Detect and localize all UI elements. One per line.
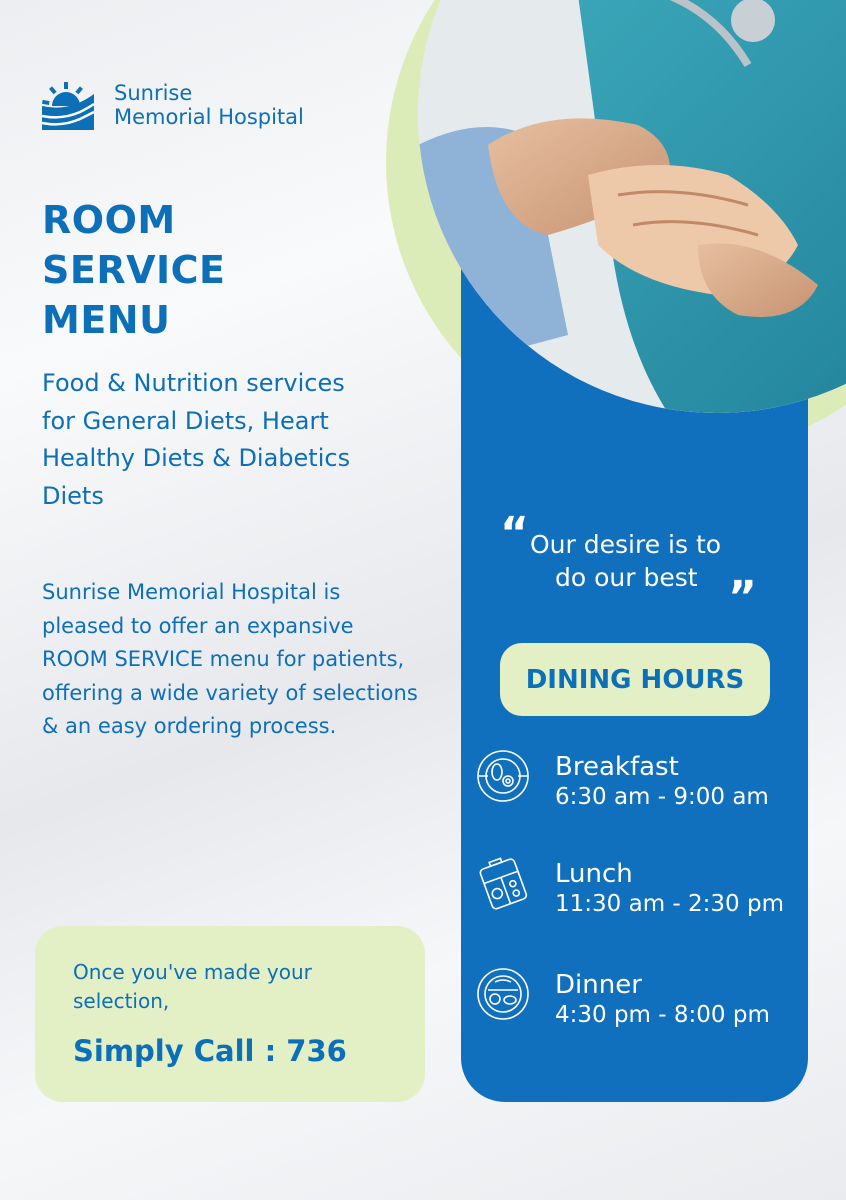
quote-line1: Our desire is to: [530, 530, 722, 559]
subtitle: Food & Nutrition services for General Diets, Heart Healthy Diets & Diabetics Diets: [42, 369, 351, 510]
quote-open-mark: “: [500, 508, 529, 559]
call-pre-text: Once you've made your selection,: [73, 960, 312, 1013]
call-phone-text: Simply Call : 736: [73, 1034, 347, 1068]
holding-hands-illustration: [418, 0, 846, 413]
page-title: [42, 195, 225, 345]
breakfast-plate-icon: [475, 748, 531, 804]
meal-time: 11:30 am - 2:30 pm: [555, 891, 784, 917]
brand-line1: Sunrise: [114, 81, 193, 105]
call-to-action-box: [35, 926, 425, 1102]
meal-lunch: [475, 855, 795, 925]
hospital-logo: [40, 80, 304, 130]
sunrise-logo-icon: [40, 80, 96, 130]
holding-hands-photo: [418, 0, 846, 413]
meal-name: Lunch: [555, 859, 633, 889]
meal-breakfast: [475, 748, 795, 818]
dining-hours-heading: DINING HOURS: [500, 643, 770, 716]
meal-dinner: [475, 966, 795, 1036]
dinner-plate-icon: [475, 966, 531, 1022]
title-line3: MENU: [42, 298, 171, 342]
intro-paragraph: Sunrise Memorial Hospital is pleased to offer an expansive ROOM SERVICE menu for patients, offering a wide variety of selections & an easy ordering process.: [42, 580, 418, 738]
quote-close-mark: ”: [728, 572, 757, 623]
meal-time: 6:30 am - 9:00 am: [555, 784, 769, 810]
title-line2: SERVICE: [42, 248, 226, 292]
meal-name: Dinner: [555, 970, 642, 1000]
meal-time: 4:30 pm - 8:00 pm: [555, 1002, 770, 1028]
brand-line2: Memorial Hospital: [114, 105, 304, 129]
title-line1: ROOM: [42, 198, 176, 242]
quote-line2: do our best: [555, 563, 698, 592]
meal-name: Breakfast: [555, 752, 679, 782]
lunch-box-icon: [475, 855, 531, 911]
